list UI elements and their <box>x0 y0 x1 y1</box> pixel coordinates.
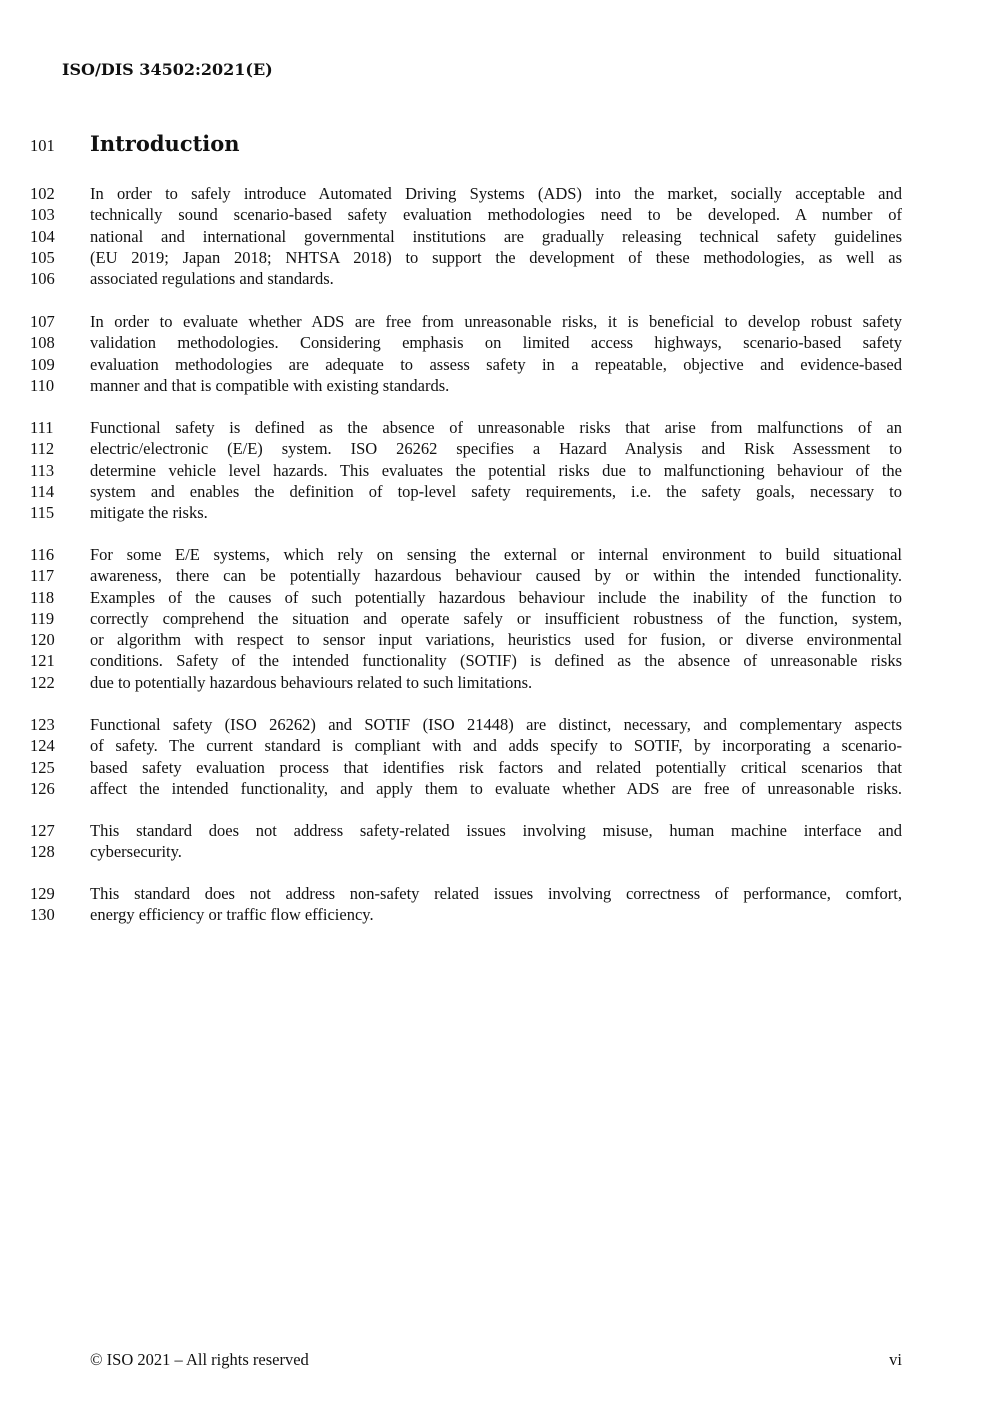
line-text: electric/electronic (E/E) system. ISO 26262 specifies a Hazard Analysis and Risk Assessment to <box>90 439 902 459</box>
text-line <box>0 883 992 904</box>
line-number: 112 <box>30 439 55 459</box>
line-number: 104 <box>30 226 55 246</box>
line-number: 120 <box>30 630 55 650</box>
paragraph-7 <box>0 883 992 926</box>
line-text: energy efficiency or traffic flow efficiency. <box>90 905 374 925</box>
paragraph-2 <box>0 311 992 396</box>
text-line <box>0 629 992 650</box>
line-number: 109 <box>30 354 55 374</box>
line-text: evaluation methodologies are adequate to assess safety in a repeatable, objective and evidence-based <box>90 354 902 374</box>
section-title: Introduction <box>90 131 240 156</box>
line-number: 129 <box>30 884 55 903</box>
footer-page-number: vi <box>889 1350 902 1369</box>
line-text: or algorithm with respect to sensor input variations, heuristics used for fusion, or diverse environmental <box>90 630 902 650</box>
line-text: This standard does not address non-safety related issues involving correctness of performance, comfort, <box>90 884 902 903</box>
text-line <box>0 226 992 247</box>
line-text: Functional safety (ISO 26262) and SOTIF (ISO 21448) are distinct, necessary, and complementary aspects <box>90 715 902 734</box>
text-line <box>0 204 992 225</box>
line-number: 121 <box>30 651 55 671</box>
line-text: associated regulations and standards. <box>90 269 334 289</box>
text-line <box>0 841 992 862</box>
text-line <box>0 904 992 925</box>
line-number: 111 <box>30 418 54 437</box>
line-text: based safety evaluation process that identifies risk factors and related potentially critical scenarios that <box>90 757 902 777</box>
line-text: national and international governmental institutions are gradually releasing technical safety guidelines <box>90 226 902 246</box>
footer-copyright: © ISO 2021 – All rights reserved <box>90 1350 309 1369</box>
line-number: 119 <box>30 608 55 628</box>
line-number: 124 <box>30 736 55 756</box>
text-line <box>0 587 992 608</box>
text-line <box>0 311 992 332</box>
text-line <box>0 417 992 438</box>
paragraph-3 <box>0 417 992 523</box>
text-line <box>0 375 992 396</box>
line-text: cybersecurity. <box>90 842 182 862</box>
text-line <box>0 183 992 204</box>
paragraph-1 <box>0 183 992 289</box>
text-line <box>0 502 992 523</box>
text-line <box>0 757 992 778</box>
text-line <box>0 672 992 693</box>
line-number: 105 <box>30 247 55 267</box>
text-line <box>0 332 992 353</box>
line-number: 126 <box>30 778 55 798</box>
line-text: determine vehicle level hazards. This evaluates the potential risks due to malfunctioning behaviour of the <box>90 460 902 480</box>
line-number: 115 <box>30 503 55 523</box>
line-number: 127 <box>30 821 55 840</box>
line-text: affect the intended functionality, and apply them to evaluate whether ADS are free of unreasonable risks. <box>90 778 902 798</box>
line-number: 130 <box>30 905 55 925</box>
line-text: Examples of the causes of such potentially hazardous behaviour include the inability of the function to <box>90 587 902 607</box>
line-number: 117 <box>30 566 55 586</box>
line-number: 106 <box>30 269 55 289</box>
line-number: 102 <box>30 184 55 203</box>
line-text: manner and that is compatible with existing standards. <box>90 375 450 395</box>
text-line <box>0 354 992 375</box>
line-number: 114 <box>30 481 55 501</box>
text-line <box>0 268 992 289</box>
text-line <box>0 778 992 799</box>
text-line <box>0 544 992 565</box>
line-number: 122 <box>30 672 55 692</box>
line-text: system and enables the definition of top-level safety requirements, i.e. the safety goals, necessary to <box>90 481 902 501</box>
text-line <box>0 608 992 629</box>
text-line <box>0 438 992 459</box>
line-text: In order to safely introduce Automated Driving Systems (ADS) into the market, socially acceptable and <box>90 184 902 203</box>
line-number: 128 <box>30 842 55 862</box>
text-line <box>0 650 992 671</box>
text-line <box>0 820 992 841</box>
line-text: (EU 2019; Japan 2018; NHTSA 2018) to support the development of these methodologies, as well as <box>90 247 902 267</box>
text-line <box>0 565 992 586</box>
line-text: correctly comprehend the situation and operate safely or insufficient robustness of the function, system, <box>90 608 902 628</box>
paragraph-4 <box>0 544 992 693</box>
line-text: technically sound scenario-based safety evaluation methodologies need to be developed. A number of <box>90 205 902 225</box>
line-text: awareness, there can be potentially hazardous behaviour caused by or within the intended functionality. <box>90 566 902 586</box>
paragraph-6 <box>0 820 992 863</box>
line-text: conditions. Safety of the intended functionality (SOTIF) is defined as the absence of unreasonable risks <box>90 651 902 671</box>
paragraph-5 <box>0 714 992 799</box>
line-number: 103 <box>30 205 55 225</box>
line-text: For some E/E systems, which rely on sensing the external or internal environment to build situational <box>90 545 902 564</box>
text-line <box>0 481 992 502</box>
text-line <box>0 735 992 756</box>
line-text: In order to evaluate whether ADS are free from unreasonable risks, it is beneficial to develop robust safety <box>90 312 902 331</box>
text-line <box>0 247 992 268</box>
line-text: Functional safety is defined as the absence of unreasonable risks that arise from malfunctions of an <box>90 418 902 437</box>
line-text: due to potentially hazardous behaviours related to such limitations. <box>90 672 533 692</box>
text-line <box>0 714 992 735</box>
line-number: 116 <box>30 545 55 564</box>
line-number: 113 <box>30 460 55 480</box>
line-number: 125 <box>30 757 55 777</box>
line-number: 118 <box>30 587 55 607</box>
line-number: 101 <box>30 136 55 155</box>
line-number: 108 <box>30 333 55 353</box>
line-number: 107 <box>30 312 55 331</box>
line-text: validation methodologies. Considering emphasis on limited access highways, scenario-based safety <box>90 333 902 353</box>
line-text: of safety. The current standard is compliant with and adds specify to SOTIF, by incorporating a scenario- <box>90 736 902 756</box>
section-heading <box>0 131 992 159</box>
text-line <box>0 460 992 481</box>
line-number: 110 <box>30 375 55 395</box>
document-id-header: ISO/DIS 34502:2021(E) <box>62 60 273 79</box>
line-text: This standard does not address safety-related issues involving misuse, human machine interface and <box>90 821 902 840</box>
line-number: 123 <box>30 715 55 734</box>
line-text: mitigate the risks. <box>90 503 208 523</box>
